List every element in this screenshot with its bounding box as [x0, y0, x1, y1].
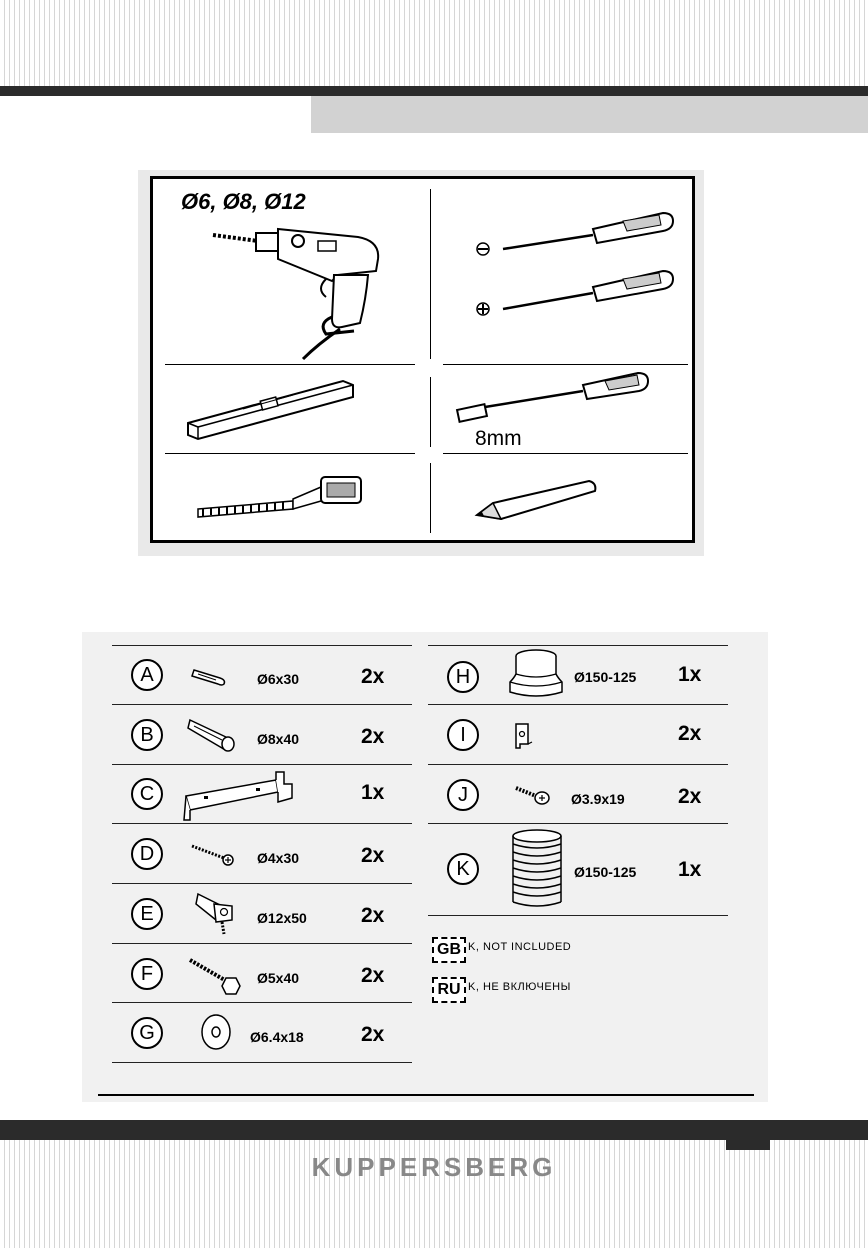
ru-flag-badge: RU	[432, 977, 466, 1003]
drill-bit-sizes: Ø6, Ø8, Ø12	[181, 189, 306, 214]
divider	[165, 364, 415, 365]
divider	[430, 189, 431, 359]
part-dimension: Ø4x30	[257, 850, 300, 866]
parts-panel	[82, 632, 768, 1102]
row-divider	[112, 645, 412, 646]
part-dimension: Ø8x40	[257, 731, 300, 747]
part-letter: A	[131, 659, 163, 691]
part-dimension: Ø6x30	[257, 671, 300, 687]
screwdriver-set-icon	[473, 207, 693, 337]
legend-text-ru: K, НЕ ВКЛЮЧЕНЫ	[468, 981, 571, 993]
part-letter: J	[447, 779, 479, 811]
part-quantity: 2x	[678, 722, 702, 745]
part-dimension: Ø12x50	[257, 910, 307, 926]
row-divider	[112, 943, 412, 944]
part-letter: K	[447, 853, 479, 885]
part-letter: F	[131, 958, 163, 990]
screw-4x30-icon	[190, 840, 238, 870]
part-quantity: 2x	[361, 1023, 385, 1046]
divider	[430, 377, 431, 447]
row-divider	[112, 883, 412, 884]
part-letter: E	[131, 898, 163, 930]
spirit-level-icon	[183, 375, 363, 445]
row-divider	[428, 915, 728, 916]
row-divider	[112, 1062, 412, 1063]
divider	[430, 463, 431, 533]
bottom-rule	[98, 1094, 754, 1096]
row-divider	[428, 764, 728, 765]
top-stripe-pattern	[0, 0, 868, 86]
part-quantity: 1x	[678, 663, 702, 686]
bottom-bar	[0, 1120, 868, 1140]
row-divider	[428, 704, 728, 705]
legend-text-gb: K, NOT INCLUDED	[468, 941, 572, 953]
brand-logo: KUPPERSBERG	[311, 1152, 557, 1182]
wall-plug-small-icon	[190, 662, 232, 688]
part-quantity: 2x	[361, 665, 385, 688]
socket-driver-icon	[453, 369, 653, 429]
part-dimension: Ø6.4x18	[250, 1029, 304, 1045]
hex-screw-icon	[188, 954, 244, 996]
part-dimension: Ø5x40	[257, 970, 300, 986]
mounting-bracket-icon	[180, 768, 305, 822]
part-dimension: Ø150-125	[574, 669, 637, 685]
washer-icon	[198, 1012, 234, 1052]
part-dimension: Ø3.9x19	[571, 791, 625, 807]
row-divider	[112, 764, 412, 765]
anchor-bolt-icon	[194, 890, 240, 940]
part-quantity: 1x	[678, 858, 702, 881]
divider	[443, 453, 688, 454]
gb-flag-badge: GB	[432, 937, 466, 963]
divider	[165, 453, 415, 454]
part-quantity: 2x	[361, 844, 385, 867]
part-letter: B	[131, 719, 163, 751]
row-divider	[112, 704, 412, 705]
tools-panel	[150, 176, 695, 543]
screw-3.9x19-icon	[514, 782, 554, 808]
part-quantity: 2x	[361, 904, 385, 927]
tape-measure-icon	[193, 469, 383, 519]
page-number-tab	[726, 1140, 770, 1150]
socket-size-label: 8mm	[475, 427, 522, 450]
part-quantity: 2x	[361, 725, 385, 748]
pencil-icon	[471, 475, 601, 525]
part-quantity: 1x	[361, 781, 385, 804]
wall-plug-large-icon	[186, 714, 242, 754]
flexible-duct-icon	[506, 828, 568, 912]
section-header-band	[311, 96, 868, 133]
divider	[443, 364, 688, 365]
part-letter: D	[131, 838, 163, 870]
row-divider	[428, 823, 728, 824]
duct-adapter-icon	[508, 648, 564, 702]
row-divider	[112, 823, 412, 824]
part-quantity: 2x	[361, 964, 385, 987]
drill-icon	[208, 219, 408, 364]
row-divider	[112, 1002, 412, 1003]
part-letter: I	[447, 719, 479, 751]
part-letter: C	[131, 778, 163, 810]
part-quantity: 2x	[678, 785, 702, 808]
part-dimension: Ø150-125	[574, 864, 637, 880]
part-letter: G	[131, 1017, 163, 1049]
row-divider	[428, 645, 728, 646]
part-letter: H	[447, 661, 479, 693]
top-bar	[0, 86, 868, 96]
clip-icon	[512, 720, 536, 750]
